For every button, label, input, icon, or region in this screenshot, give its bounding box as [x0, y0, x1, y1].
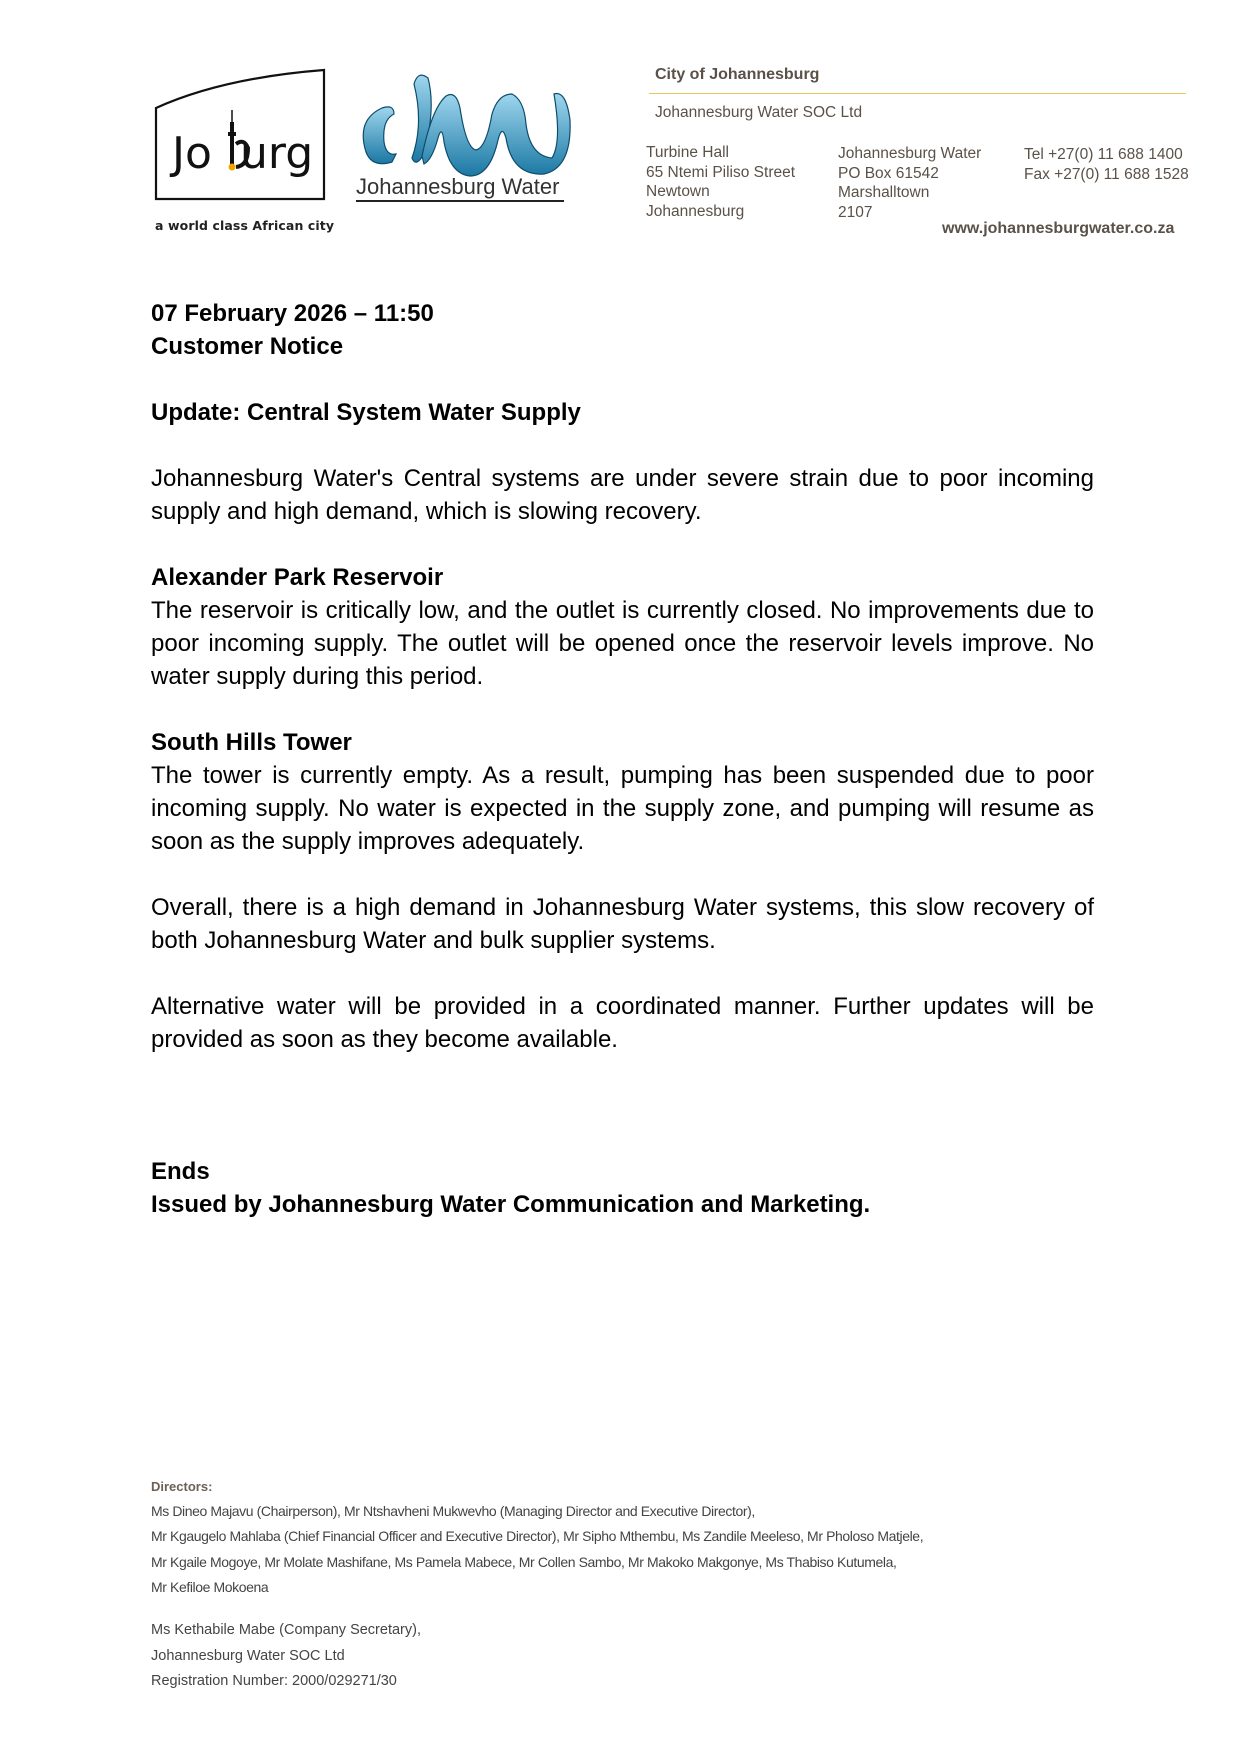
- address-line: Johannesburg Water: [838, 145, 982, 162]
- contact-numbers: [1024, 145, 1189, 184]
- address-line: Newtown: [646, 183, 710, 200]
- company-name: Johannesburg Water SOC Ltd: [655, 104, 863, 121]
- notice-intro: Johannesburg Water's Central systems are under severe strain due to poor incoming supply and high demand, which is slowing recovery.: [151, 465, 1094, 525]
- postal-address: [838, 144, 981, 222]
- notice-title: Update: Central System Water Supply: [151, 399, 581, 426]
- section-body: The reservoir is critically low, and the outlet is currently closed. No improvements due to poor incoming supply. The outlet will be opened once the reservoir levels improve. No water supply during this period.: [151, 597, 1094, 690]
- joburg-tower-logo-icon: [152, 64, 332, 204]
- telephone: Tel +27(0) 11 688 1400: [1024, 146, 1183, 163]
- johannesburg-water-logo: [352, 64, 572, 204]
- jw-wordmark: Johannesburg Water: [356, 174, 560, 199]
- physical-address: [646, 143, 795, 221]
- directors-line: Mr Kefiloe Mokoena: [151, 1578, 269, 1595]
- footer-company-name: Johannesburg Water SOC Ltd: [151, 1647, 345, 1664]
- address-line: 2107: [838, 203, 873, 221]
- header-divider: [649, 93, 1186, 94]
- notice-alternative: Alternative water will be provided in a coordinated manner. Further updates will be provided as soon as they become available.: [151, 993, 1094, 1053]
- jw-wave-logo-icon: [352, 64, 572, 204]
- directors-line: Ms Dineo Majavu (Chairperson), Mr Ntshavheni Mukwevho (Managing Director and Executive Director),: [151, 1503, 755, 1519]
- directors-label: Directors:: [151, 1479, 213, 1494]
- directors-line: Mr Kgaugelo Mahlaba (Chief Financial Officer and Executive Director), Mr Sipho Mthembu, Ms Zandile Meeleso, Mr Pholoso Matjele,: [151, 1528, 924, 1545]
- directors-line: Mr Kgaile Mogoye, Mr Molate Mashifane, Ms Pamela Mabece, Mr Collen Sambo, Mr Makoko Makgonye, Ms Thabiso Kutumela,: [151, 1553, 897, 1570]
- notice-body: [151, 297, 1094, 1221]
- address-line: Johannesburg: [646, 202, 745, 220]
- notice-overall: Overall, there is a high demand in Johannesburg Water systems, this slow recovery of both Johannesburg Water and bulk supplier systems.: [151, 894, 1094, 954]
- city-name: City of Johannesburg: [655, 66, 820, 83]
- directors-footer: [151, 1474, 1111, 1600]
- website-link[interactable]: www.johannesburgwater.co.za: [942, 220, 1175, 237]
- section-heading: Alexander Park Reservoir: [151, 564, 444, 591]
- address-line: 65 Ntemi Piliso Street: [646, 163, 796, 181]
- fax: Fax +27(0) 11 688 1528: [1024, 165, 1189, 183]
- joburg-tagline: a world class African city: [155, 218, 335, 233]
- svg-text:urg: urg: [240, 128, 314, 179]
- joburg-wordmark: Jo: [172, 128, 212, 179]
- notice-issued-by: Issued by Johannesburg Water Communication and Marketing.: [151, 1191, 871, 1218]
- notice-ends: Ends: [151, 1158, 210, 1185]
- company-secretary: Ms Kethabile Mabe (Company Secretary),: [151, 1622, 421, 1638]
- address-line: Turbine Hall: [646, 144, 729, 161]
- section-heading: South Hills Tower: [151, 729, 352, 756]
- company-registration: [151, 1618, 421, 1695]
- notice-datetime: 07 February 2026 – 11:50: [151, 300, 434, 327]
- joburg-logo: [152, 64, 332, 204]
- address-line: Marshalltown: [838, 184, 930, 201]
- section-body: The tower is currently empty. As a result, pumping has been suspended due to poor incoming supply. No water is expected in the supply zone, and pumping will resume as soon as the supply improves adequately.: [151, 762, 1094, 855]
- registration-number: Registration Number: 2000/029271/30: [151, 1673, 397, 1689]
- notice-type: Customer Notice: [151, 333, 344, 360]
- address-line: PO Box 61542: [838, 164, 939, 182]
